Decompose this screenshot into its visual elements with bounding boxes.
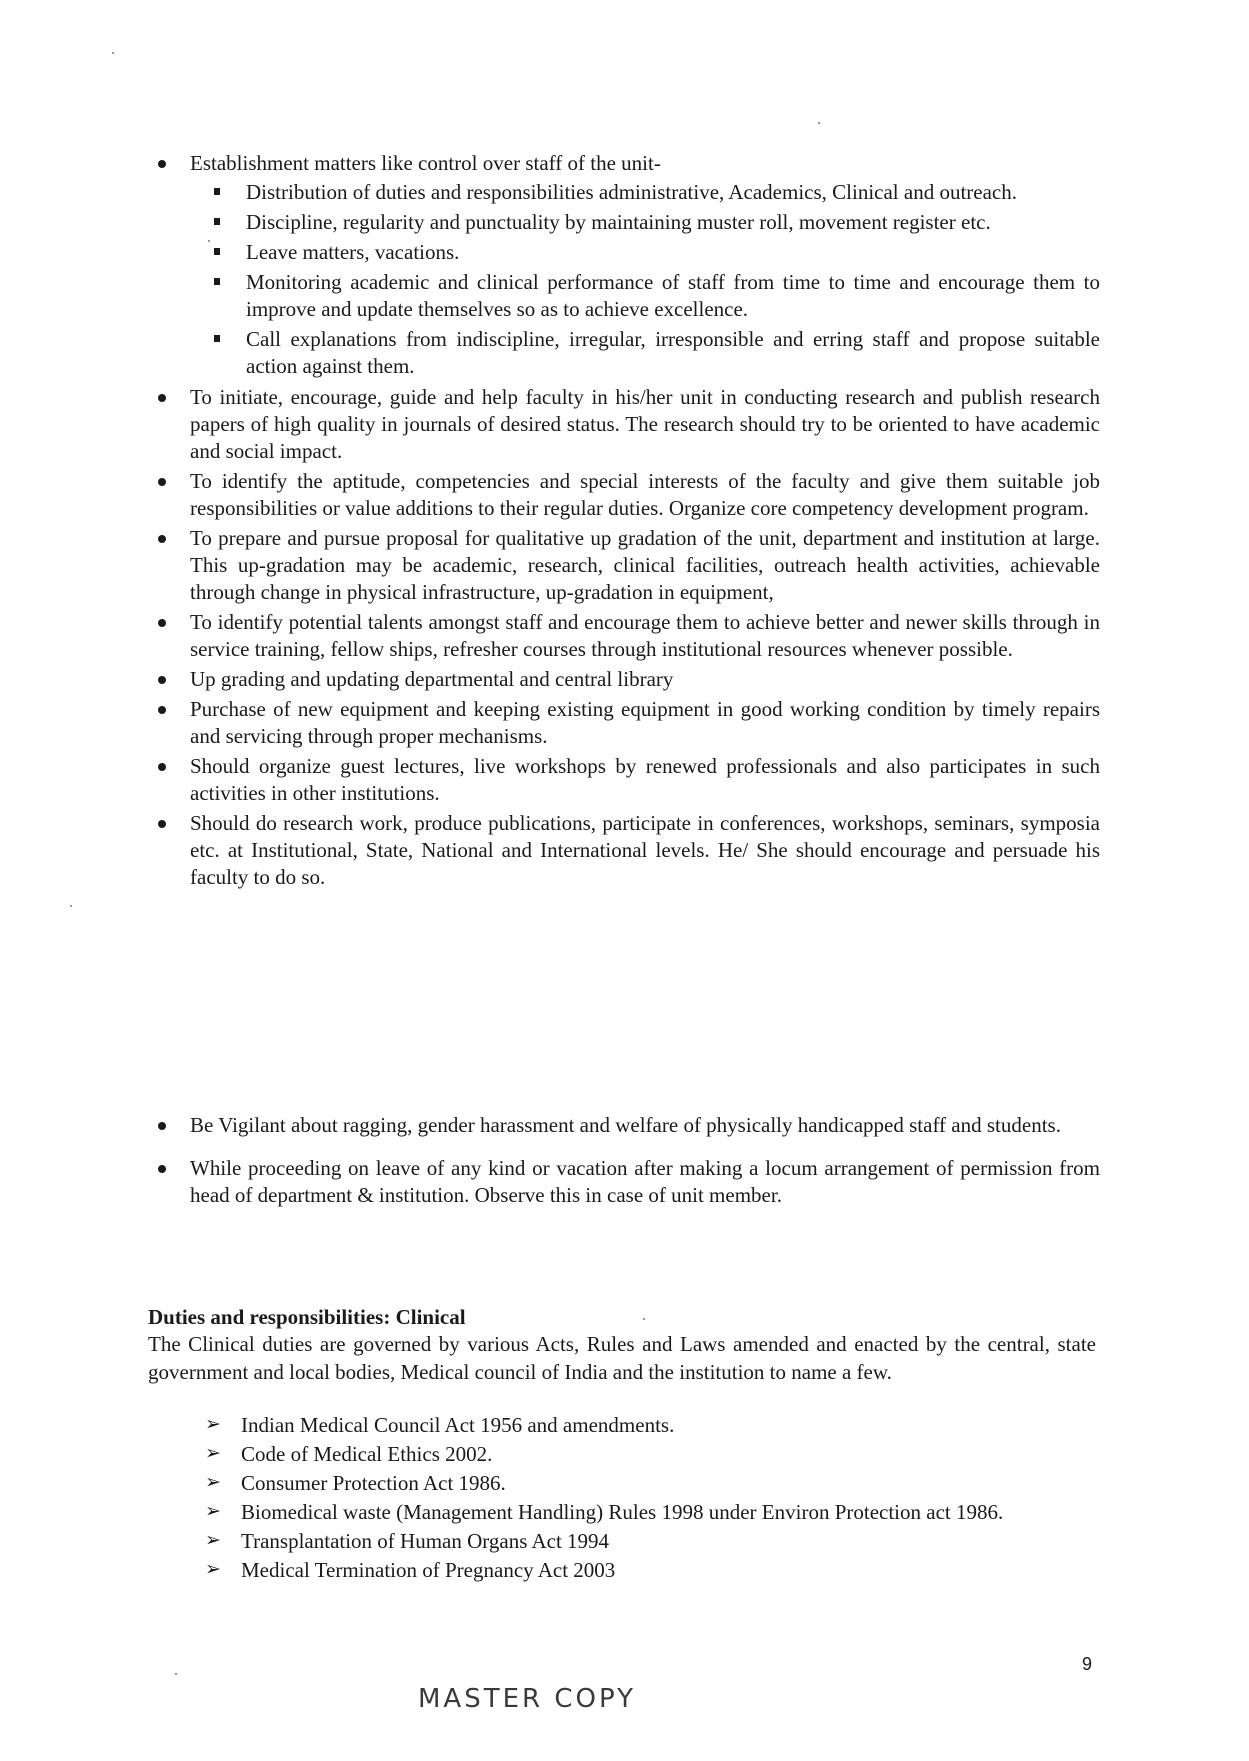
bullet-icon	[158, 478, 166, 486]
square-bullet-icon	[214, 278, 220, 285]
act-item-text: Medical Termination of Pregnancy Act 2003	[241, 1558, 616, 1582]
bullet-icon	[158, 535, 166, 543]
scan-speck	[112, 52, 114, 54]
sub-list-item	[190, 269, 1100, 323]
list-item-text: Establishment matters like control over staff of the unit-	[190, 151, 661, 175]
sub-list-item-text: Discipline, regularity and punctuality by maintaining muster roll, movement register etc.	[246, 210, 991, 234]
acts-list	[205, 1412, 1100, 1586]
list-item-text: To identify the aptitude, competencies and special interests of the faculty and give them suitable job responsibilities or value additions to their regular duties. Organize core competency development program.	[190, 469, 1100, 520]
sub-list-item	[190, 239, 1100, 266]
sub-list-item-text: Call explanations from indiscipline, irregular, irresponsible and erring staff and propose suitable action against them.	[246, 327, 1100, 378]
act-item	[205, 1412, 1100, 1438]
list-item	[140, 468, 1100, 522]
list-item-text: Be Vigilant about ragging, gender harassment and welfare of physically handicapped staff and students.	[190, 1113, 1061, 1137]
act-item-text: Consumer Protection Act 1986.	[241, 1471, 506, 1495]
list-item	[140, 609, 1100, 663]
scan-speck	[643, 1318, 645, 1320]
scan-speck	[818, 122, 820, 124]
sub-list-item	[190, 326, 1100, 380]
section-heading: Duties and responsibilities: Clinical	[148, 1305, 466, 1329]
arrow-bullet-icon: ➢	[205, 1530, 221, 1551]
scan-speck	[208, 240, 210, 242]
sub-list-item-text: Leave matters, vacations.	[246, 240, 460, 264]
bullet-icon	[158, 1165, 166, 1173]
sub-bullet-list	[190, 179, 1100, 380]
arrow-bullet-icon: ➢	[205, 1414, 221, 1435]
section-paragraph: The Clinical duties are governed by various Acts, Rules and Laws amended and enacted by the central, state government and local bodies, Medical council of India and the institution to name a few.	[148, 1332, 1096, 1384]
list-item	[140, 810, 1100, 891]
square-bullet-icon	[214, 188, 220, 195]
act-item	[205, 1441, 1100, 1467]
bullet-icon	[158, 394, 166, 402]
list-item	[140, 753, 1100, 807]
sub-list-item	[190, 179, 1100, 206]
arrow-bullet-icon: ➢	[205, 1501, 221, 1522]
scan-speck	[70, 905, 72, 907]
list-item	[140, 666, 1100, 693]
act-item	[205, 1528, 1100, 1554]
act-item-text: Transplantation of Human Organs Act 1994	[241, 1529, 610, 1553]
bullet-icon	[158, 763, 166, 771]
list-item-text: Up grading and updating departmental and central library	[190, 667, 674, 691]
act-item	[205, 1557, 1100, 1583]
sub-list-item	[190, 209, 1100, 236]
list-item	[140, 1112, 1100, 1139]
list-item-text: Should do research work, produce publications, participate in conferences, workshops, seminars, symposia etc. at Institutional, State, National and International levels. He/ She should encourage and persuade his faculty to do so.	[190, 811, 1100, 889]
arrow-bullet-icon: ➢	[205, 1472, 221, 1493]
bullet-icon	[158, 619, 166, 627]
list-item	[140, 696, 1100, 750]
list-item-text: Purchase of new equipment and keeping existing equipment in good working condition by timely repairs and servicing through proper mechanisms.	[190, 697, 1100, 748]
list-item	[140, 525, 1100, 606]
list-item-text: To initiate, encourage, guide and help faculty in his/her unit in conducting research and publish research papers of high quality in journals of desired status. The research should try to be oriented to have academic and social impact.	[190, 385, 1100, 463]
bullet-icon	[158, 676, 166, 684]
bullet-icon	[158, 160, 166, 168]
square-bullet-icon	[214, 335, 220, 342]
bullet-list-continued	[140, 1112, 1100, 1209]
act-item-text: Indian Medical Council Act 1956 and amendments.	[241, 1413, 675, 1437]
page-number: 9	[1082, 1654, 1093, 1674]
bullet-icon	[158, 820, 166, 828]
act-item	[205, 1470, 1100, 1496]
list-item-text: To prepare and pursue proposal for qualitative up gradation of the unit, department and institution at large. This up-gradation may be academic, research, clinical facilities, outreach health activities, achievable through change in physical infrastructure, up-gradation in equipment,	[190, 526, 1100, 604]
master-copy-stamp: MASTER COPY	[418, 1684, 636, 1714]
sub-list-item-text: Monitoring academic and clinical performance of staff from time to time and encourage them to improve and update themselves so as to achieve excellence.	[246, 270, 1100, 321]
arrow-bullet-icon: ➢	[205, 1559, 221, 1580]
bullet-icon	[158, 1122, 166, 1130]
list-item	[140, 1155, 1100, 1209]
square-bullet-icon	[214, 248, 220, 255]
scan-speck	[175, 1673, 177, 1675]
act-item-text: Code of Medical Ethics 2002.	[241, 1442, 493, 1466]
act-item-text: Biomedical waste (Management Handling) Rules 1998 under Environ Protection act 1986.	[241, 1500, 1004, 1524]
main-bullet-list	[140, 150, 1100, 891]
list-item-text: Should organize guest lectures, live workshops by renewed professionals and also participates in such activities in other institutions.	[190, 754, 1100, 805]
act-item	[205, 1499, 1100, 1525]
list-item	[140, 384, 1100, 465]
bullet-icon	[158, 706, 166, 714]
square-bullet-icon	[214, 218, 220, 225]
list-item-text: To identify potential talents amongst staff and encourage them to achieve better and newer skills through in service training, fellow ships, refresher courses through institutional resources whenever possible.	[190, 610, 1100, 661]
arrow-bullet-icon: ➢	[205, 1443, 221, 1464]
sub-list-item-text: Distribution of duties and responsibilities administrative, Academics, Clinical and outreach.	[246, 180, 1018, 204]
list-item	[140, 150, 1100, 380]
list-item-text: While proceeding on leave of any kind or vacation after making a locum arrangement of permission from head of department & institution. Observe this in case of unit member.	[190, 1156, 1100, 1207]
